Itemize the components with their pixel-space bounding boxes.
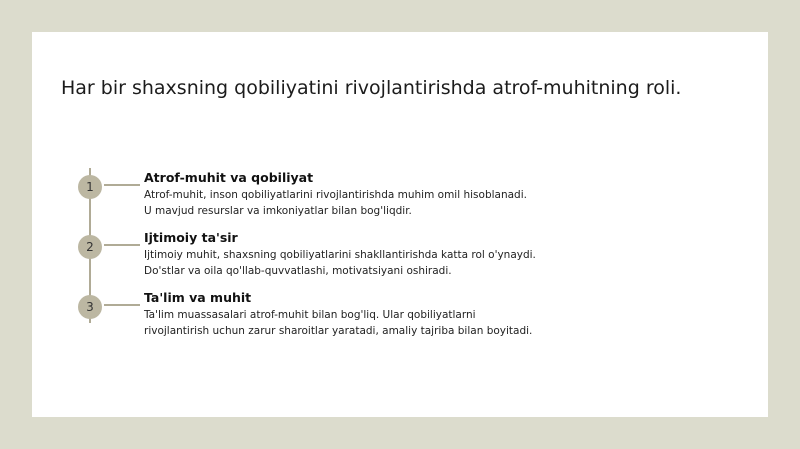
timeline-step-2 — [32, 230, 768, 293]
step-connector — [104, 244, 140, 246]
step-description — [144, 308, 574, 339]
step-description-line: Do'stlar va oila qo'llab-quvvatlashi, motivatsiyani oshiradi. — [144, 264, 452, 277]
step-description — [144, 188, 574, 219]
step-heading: Atrof-muhit va qobiliyat — [144, 170, 314, 185]
step-connector — [104, 184, 140, 186]
step-description — [144, 248, 574, 279]
step-number-badge: 3 — [78, 295, 102, 319]
step-heading: Ijtimoiy ta'sir — [144, 230, 238, 245]
step-number-badge: 1 — [78, 175, 102, 199]
slide-title: Har bir shaxsning qobiliyatini rivojlantirishda atrof-muhitning roli. — [61, 77, 682, 99]
step-connector — [104, 304, 140, 306]
step-description-line: rivojlantirish uchun zarur sharoitlar yaratadi, amaliy tajriba bilan boyitadi. — [144, 324, 533, 337]
timeline-step-3 — [32, 290, 768, 353]
step-description-line: Atrof-muhit, inson qobiliyatlarini rivojlantirishda muhim omil hisoblanadi. — [144, 189, 527, 201]
timeline-step-1 — [32, 170, 768, 233]
step-description-line: Ijtimoiy muhit, shaxsning qobiliyatlarini shakllantirishda katta rol o'ynaydi. — [144, 249, 536, 261]
slide — [32, 32, 768, 417]
step-description-line: U mavjud resurslar va imkoniyatlar bilan bog'liqdir. — [144, 204, 412, 217]
step-description-line: Ta'lim muassasalari atrof-muhit bilan bog'liq. Ular qobiliyatlarni — [144, 309, 476, 321]
step-heading: Ta'lim va muhit — [144, 290, 252, 305]
step-number-badge: 2 — [78, 235, 102, 259]
